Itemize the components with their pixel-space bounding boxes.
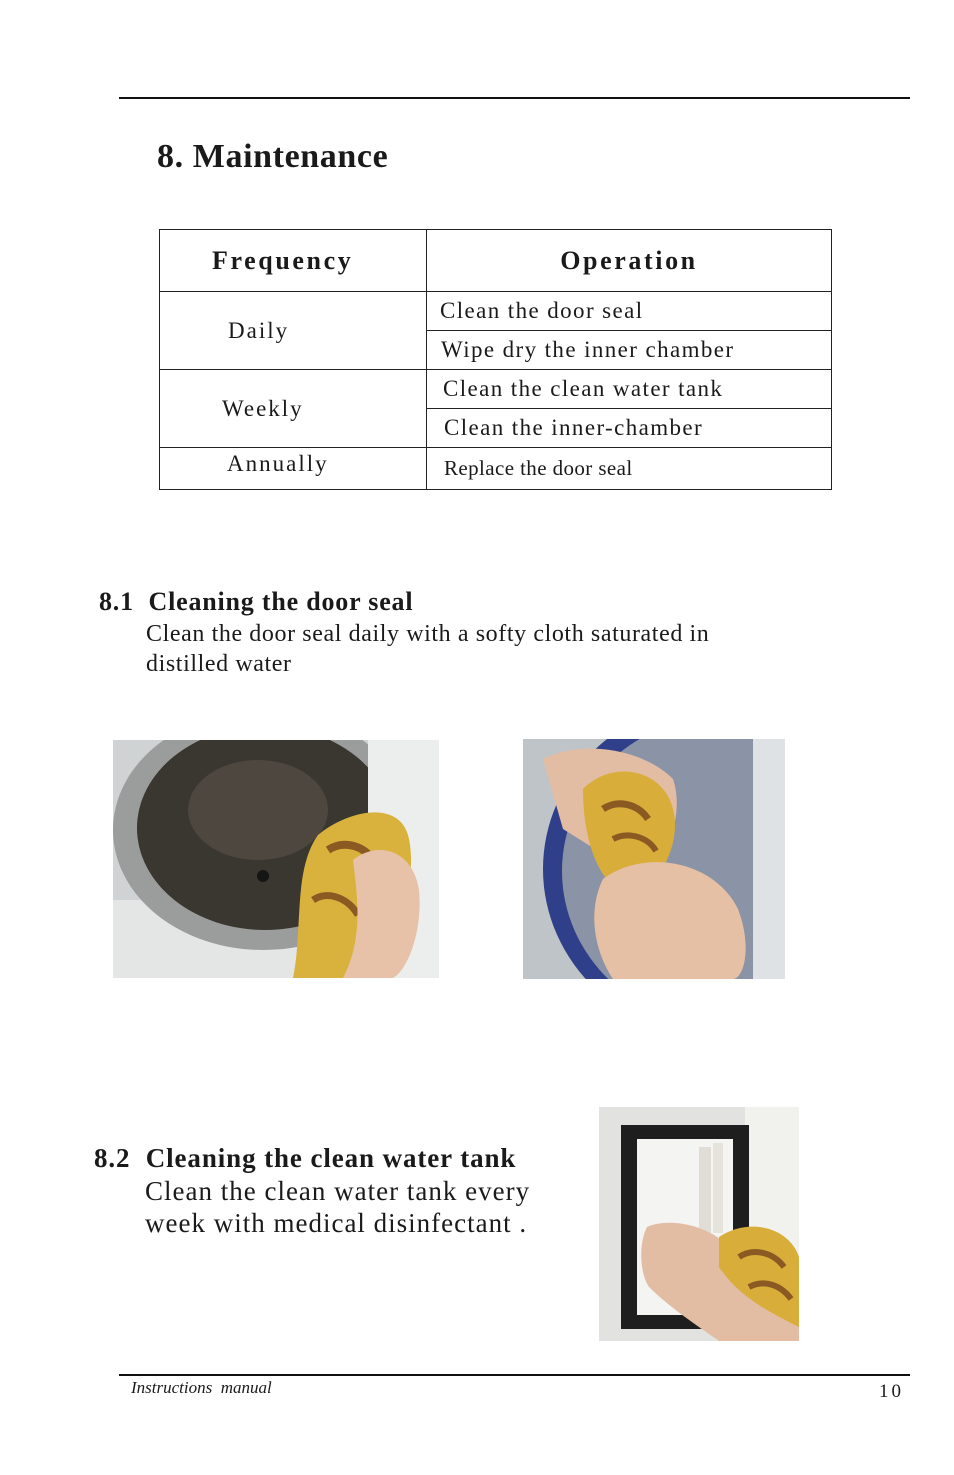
frequency-annually: Annually [160, 448, 427, 490]
door-seal-photo-right [523, 739, 785, 979]
top-rule [119, 97, 910, 99]
table-row [160, 292, 832, 331]
table-header-row [160, 230, 832, 292]
table-row [160, 448, 832, 490]
text-line: week with medical disinfectant . [145, 1208, 528, 1238]
frequency-daily: Daily [160, 292, 427, 370]
text-line: Clean the clean water tank every [145, 1176, 531, 1206]
door-seal-photo-left [113, 740, 439, 978]
footer-rule [119, 1374, 910, 1376]
operation-header: Operation [427, 230, 832, 292]
table-row [160, 370, 832, 409]
text-line: Clean the door seal daily with a softy cloth saturated in [146, 621, 710, 647]
operation-cell: Clean the clean water tank [427, 370, 832, 409]
water-tank-photo [599, 1107, 799, 1341]
section-8-2-text [145, 1175, 530, 1239]
section-8-1-heading: 8.1 Cleaning the door seal [99, 587, 414, 616]
operation-cell: Clean the door seal [427, 292, 832, 331]
section-8-2-heading: 8.2 Cleaning the clean water tank [94, 1143, 517, 1173]
operation-cell: Wipe dry the inner chamber [427, 331, 832, 370]
footer-label: Instructions manual [131, 1378, 272, 1397]
frequency-header: Frequency [160, 230, 427, 292]
text-line: distilled water [146, 651, 292, 677]
operation-cell: Clean the inner-chamber [427, 409, 832, 448]
section-8-1-text [146, 619, 709, 679]
operation-cell: Replace the door seal [427, 448, 832, 490]
maintenance-table [159, 229, 832, 490]
frequency-weekly: Weekly [160, 370, 427, 448]
page-title: 8. Maintenance [157, 138, 389, 175]
page-number: 10 [879, 1381, 904, 1402]
